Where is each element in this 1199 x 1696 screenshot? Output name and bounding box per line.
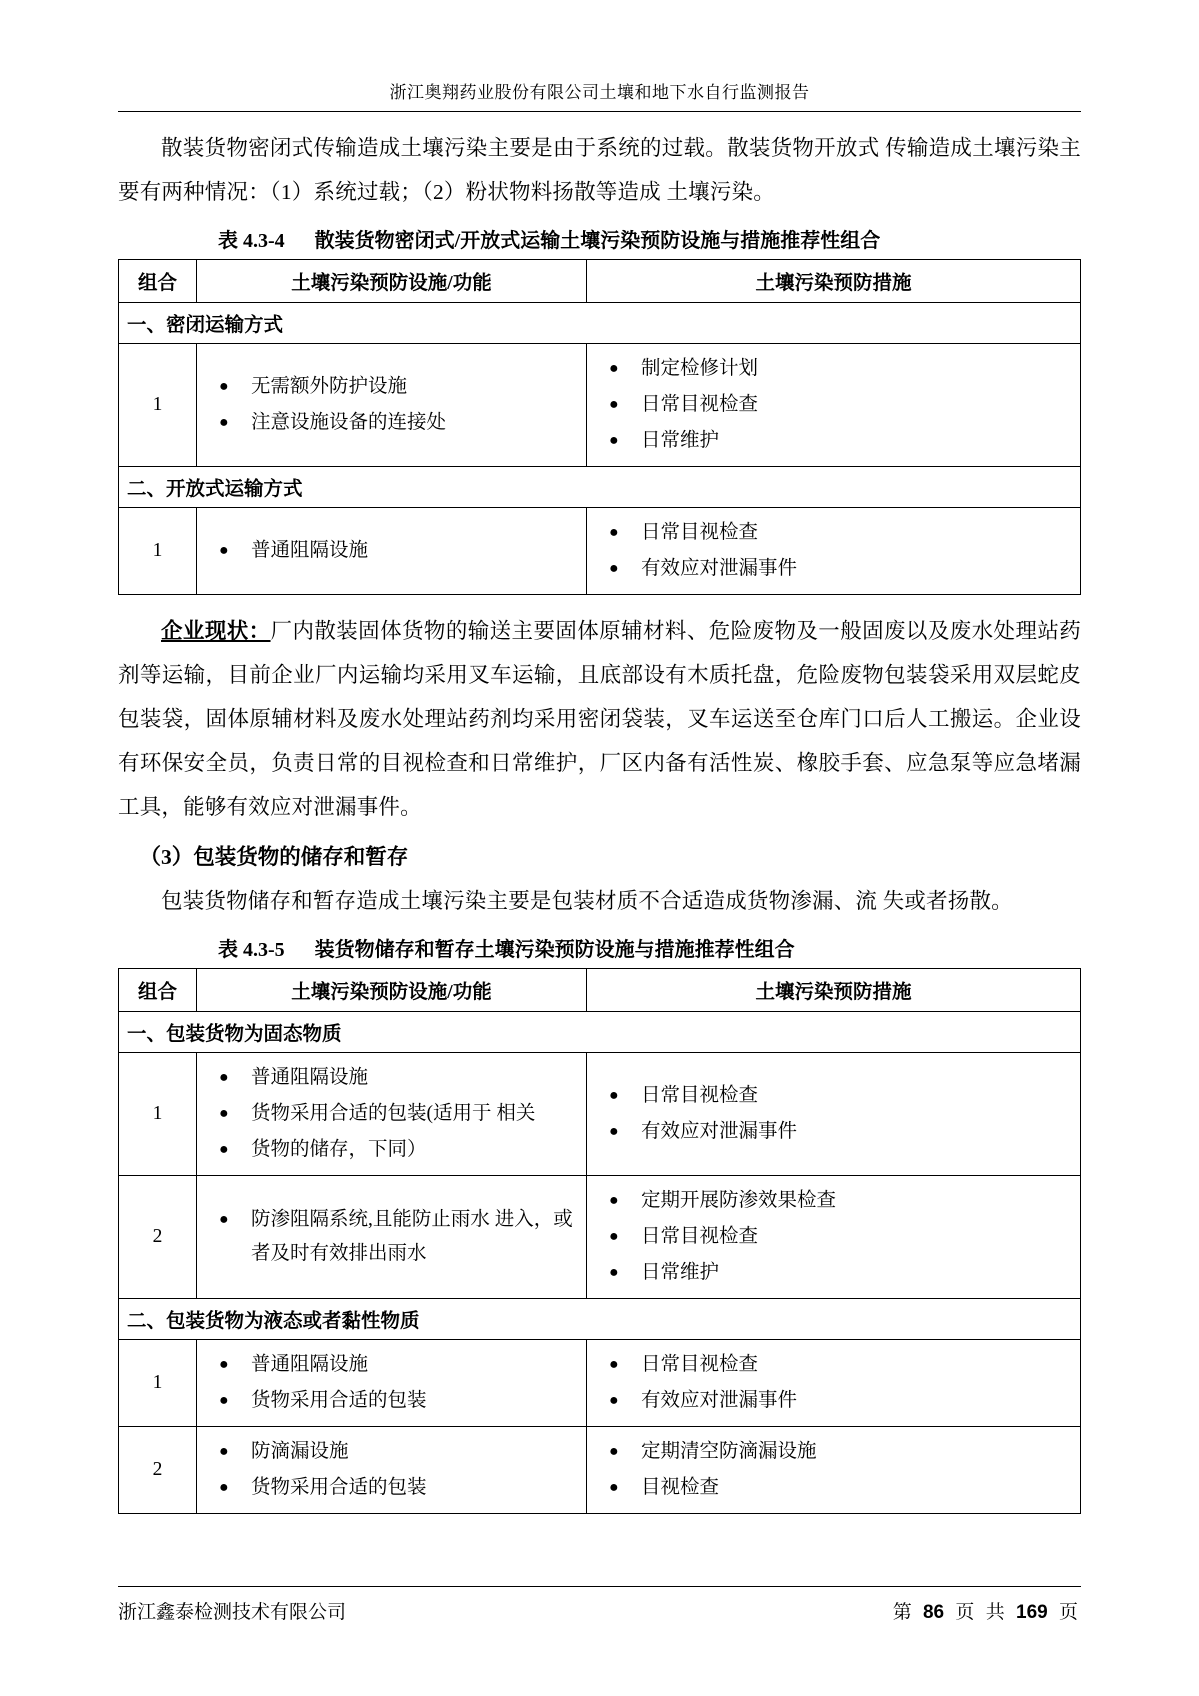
column-header-facility: 土壤污染预防设施/功能 xyxy=(197,969,587,1012)
list-item xyxy=(205,370,578,404)
list-item xyxy=(205,1133,578,1167)
measure-list xyxy=(595,1348,1072,1418)
page-header xyxy=(118,78,1081,112)
section-title: 二、开放式运输方式 xyxy=(119,467,1081,508)
list-item xyxy=(595,1471,1072,1505)
facility-cell xyxy=(197,1427,587,1514)
combo-value: 2 xyxy=(119,1427,197,1514)
list-item xyxy=(205,1384,578,1418)
table-4-3-5-caption-number: 表 4.3-5 xyxy=(218,939,285,961)
list-item-label: 日常目视检查 xyxy=(641,1354,759,1375)
bullet-icon: ● xyxy=(609,1264,619,1281)
list-item-label: 货物采用合适的包装 xyxy=(251,1390,427,1411)
section-title: 二、包装货物为液态或者黏性物质 xyxy=(119,1299,1081,1340)
facility-list xyxy=(205,1348,578,1418)
list-item-label: 定期清空防滴漏设施 xyxy=(641,1441,817,1462)
enterprise-status-label: 企业现状： xyxy=(161,619,271,643)
paragraph-bulk-transport: 散装货物密闭式传输造成土壤污染主要是由于系统的过载。散装货物开放式 传输造成土壤污染主要有两种情况：（1）系统过载；（2）粉状物料扬散等造成 土壤污染。 xyxy=(118,136,1081,204)
table-row xyxy=(119,1053,1081,1176)
list-item xyxy=(205,1435,578,1469)
measure-cell xyxy=(587,508,1081,595)
list-item xyxy=(595,352,1072,386)
column-header-combo: 组合 xyxy=(119,260,197,303)
combo-value: 1 xyxy=(119,508,197,595)
facility-cell xyxy=(197,344,587,467)
paragraph-enterprise-status xyxy=(118,609,1081,829)
list-item xyxy=(595,1348,1072,1382)
column-header-measure: 土壤污染预防措施 xyxy=(587,260,1081,303)
list-item-label: 日常维护 xyxy=(641,1262,720,1283)
list-item-label: 货物采用合适的包装 xyxy=(251,1477,427,1498)
combo-value: 2 xyxy=(119,1176,197,1299)
bullet-icon: ● xyxy=(219,1105,229,1122)
table-section-row xyxy=(119,303,1081,344)
table-header-row xyxy=(119,969,1081,1012)
list-item xyxy=(595,1435,1072,1469)
list-item-label: 制定检修计划 xyxy=(641,358,759,379)
facility-list xyxy=(205,1203,578,1271)
facility-list xyxy=(205,370,578,440)
table-section-row xyxy=(119,467,1081,508)
table-row xyxy=(119,508,1081,595)
facility-list xyxy=(205,1435,578,1505)
footer-page-unit-2: 页 xyxy=(1058,1602,1078,1623)
bullet-icon: ● xyxy=(219,1479,229,1496)
bullet-icon: ● xyxy=(219,1141,229,1158)
list-item xyxy=(595,424,1072,458)
paragraph-packaged-goods: 包装货物储存和暂存造成土壤污染主要是包装材质不合适造成货物渗漏、流 失或者扬散。 xyxy=(161,889,1013,913)
list-item xyxy=(205,406,578,440)
bullet-icon: ● xyxy=(609,1392,619,1409)
footer-page-unit-1: 页 xyxy=(955,1602,975,1623)
table-4-3-5-caption xyxy=(118,933,1081,962)
measure-cell xyxy=(587,1427,1081,1514)
bullet-icon: ● xyxy=(219,1069,229,1086)
list-item xyxy=(595,1184,1072,1218)
list-item xyxy=(205,534,578,568)
bullet-icon: ● xyxy=(219,1211,229,1228)
table-4-3-4-caption xyxy=(118,224,1081,253)
combo-value: 1 xyxy=(119,1340,197,1427)
list-item xyxy=(205,1471,578,1505)
bullet-icon: ● xyxy=(609,1356,619,1373)
bullet-icon: ● xyxy=(609,396,619,413)
bullet-icon: ● xyxy=(219,378,229,395)
list-item-label: 防渗阻隔系统,且能防止雨水 进入，或者及时有效排出雨水 xyxy=(251,1209,573,1264)
bullet-icon: ● xyxy=(609,1123,619,1140)
measure-cell xyxy=(587,1340,1081,1427)
bullet-icon: ● xyxy=(609,560,619,577)
bullet-icon: ● xyxy=(609,524,619,541)
bullet-icon: ● xyxy=(609,1192,619,1209)
facility-list xyxy=(205,1061,578,1167)
list-item-label: 注意设施设备的连接处 xyxy=(251,412,447,433)
list-item-label: 有效应对泄漏事件 xyxy=(641,558,798,579)
measure-list xyxy=(595,1435,1072,1505)
list-item xyxy=(205,1097,578,1131)
list-item-label: 普通阻隔设施 xyxy=(251,1354,369,1375)
list-item xyxy=(595,1115,1072,1149)
list-item-label: 定期开展防渗效果检查 xyxy=(641,1190,837,1211)
list-item-label: 有效应对泄漏事件 xyxy=(641,1121,798,1142)
footer-page-of: 共 xyxy=(985,1602,1005,1623)
list-item xyxy=(205,1061,578,1095)
list-item-label: 货物的储存，下同） xyxy=(251,1139,427,1160)
list-item xyxy=(595,1079,1072,1113)
list-item-label: 无需额外防护设施 xyxy=(251,376,408,397)
bullet-icon: ● xyxy=(609,1443,619,1460)
facility-cell xyxy=(197,1340,587,1427)
list-item-label: 普通阻隔设施 xyxy=(251,1067,369,1088)
list-item xyxy=(205,1203,578,1271)
list-item xyxy=(595,1384,1072,1418)
table-row xyxy=(119,1427,1081,1514)
facility-cell xyxy=(197,1176,587,1299)
list-item-label: 日常目视检查 xyxy=(641,1085,759,1106)
table-header-row xyxy=(119,260,1081,303)
table-4-3-5 xyxy=(118,968,1081,1514)
list-item-label: 普通阻隔设施 xyxy=(251,540,369,561)
table-row xyxy=(119,344,1081,467)
footer-page-number xyxy=(890,1597,1081,1624)
combo-value: 1 xyxy=(119,1053,197,1176)
page-footer xyxy=(118,1586,1081,1624)
facility-cell xyxy=(197,508,587,595)
page-content xyxy=(118,126,1081,1514)
list-item xyxy=(205,1348,578,1382)
bullet-icon: ● xyxy=(219,1443,229,1460)
footer-page-prefix: 第 xyxy=(892,1602,912,1623)
combo-value: 1 xyxy=(119,344,197,467)
footer-company: 浙江鑫泰检测技术有限公司 xyxy=(118,1602,347,1623)
bullet-icon: ● xyxy=(219,414,229,431)
bullet-icon: ● xyxy=(609,360,619,377)
section-title: 一、密闭运输方式 xyxy=(119,303,1081,344)
table-4-3-4-caption-text: 散装货物密闭式/开放式运输土壤污染预防设施与措施推荐性组合 xyxy=(314,230,881,252)
column-header-facility: 土壤污染预防设施/功能 xyxy=(197,260,587,303)
header-title: 浙江奥翔药业股份有限公司土壤和地下水自行监测报告 xyxy=(389,83,810,102)
measure-cell xyxy=(587,1176,1081,1299)
list-item-label: 日常目视检查 xyxy=(641,1226,759,1247)
table-4-3-4-caption-number: 表 4.3-4 xyxy=(218,230,285,252)
list-item xyxy=(595,516,1072,550)
table-4-3-5-caption-text: 装货物储存和暂存土壤污染预防设施与措施推荐性组合 xyxy=(314,939,795,961)
measure-list xyxy=(595,516,1072,586)
footer-page-current: 86 xyxy=(922,1602,945,1623)
measure-cell xyxy=(587,1053,1081,1176)
bullet-icon: ● xyxy=(609,432,619,449)
list-item-label: 货物采用合适的包装(适用于 相关 xyxy=(251,1103,536,1124)
list-item-label: 防滴漏设施 xyxy=(251,1441,349,1462)
bullet-icon: ● xyxy=(219,1392,229,1409)
list-item-label: 目视检查 xyxy=(641,1477,720,1498)
measure-list xyxy=(595,352,1072,458)
list-item xyxy=(595,388,1072,422)
section-title: 一、包装货物为固态物质 xyxy=(119,1012,1081,1053)
bullet-icon: ● xyxy=(219,542,229,559)
facility-cell xyxy=(197,1053,587,1176)
table-section-row xyxy=(119,1012,1081,1053)
table-4-3-4 xyxy=(118,259,1081,595)
table-row xyxy=(119,1340,1081,1427)
measure-cell xyxy=(587,344,1081,467)
column-header-measure: 土壤污染预防措施 xyxy=(587,969,1081,1012)
measure-list xyxy=(595,1079,1072,1149)
list-item xyxy=(595,1220,1072,1254)
bullet-icon: ● xyxy=(219,1356,229,1373)
list-item-label: 日常目视检查 xyxy=(641,522,759,543)
facility-list xyxy=(205,534,578,568)
measure-list xyxy=(595,1184,1072,1290)
bullet-icon: ● xyxy=(609,1228,619,1245)
bullet-icon: ● xyxy=(609,1479,619,1496)
footer-page-total: 169 xyxy=(1016,1602,1048,1623)
heading-packaged-goods: （3）包装货物的储存和暂存 xyxy=(139,845,409,869)
list-item-label: 有效应对泄漏事件 xyxy=(641,1390,798,1411)
bullet-icon: ● xyxy=(609,1087,619,1104)
enterprise-status-text: 厂内散装固体货物的输送主要固体原辅材料、危险废物及一般固废以及废水处理站药剂等运输，目前企业厂内运输均采用叉车运输，且底部设有木质托盘，危险废物包装袋采用双层蛇皮包装袋，固体原辅材料及废水处理站药剂均采用密闭袋装，叉车运送至仓库门口后人工搬运。企业设有环保安全员，负责日常的目视检查和日常维护，厂区内备有活性炭、橡胶手套、应急泵等应急堵漏工具，能够有效应对泄漏事件。 xyxy=(118,619,1081,819)
column-header-combo: 组合 xyxy=(119,969,197,1012)
list-item-label: 日常目视检查 xyxy=(641,394,759,415)
table-section-row xyxy=(119,1299,1081,1340)
list-item xyxy=(595,552,1072,586)
list-item xyxy=(595,1256,1072,1290)
list-item-label: 日常维护 xyxy=(641,430,720,451)
table-row xyxy=(119,1176,1081,1299)
